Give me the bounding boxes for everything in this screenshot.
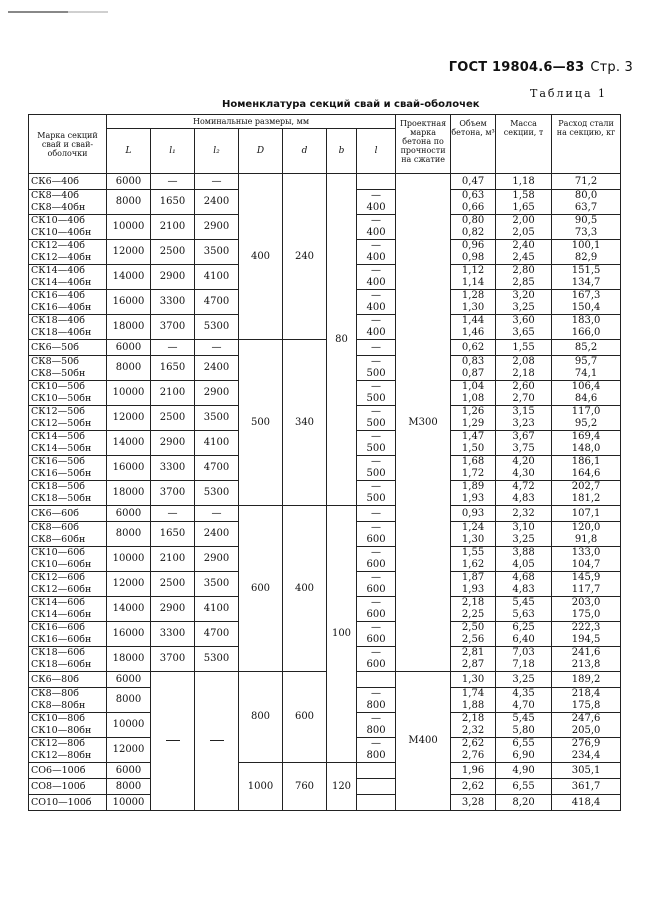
- l2-merged-cell: [195, 672, 239, 811]
- dash-mark: [166, 740, 180, 741]
- L-cell: 8000: [107, 522, 151, 547]
- l-cell: — 500: [357, 356, 396, 381]
- l2-cell: 2900: [195, 381, 239, 406]
- L-cell: 6000: [107, 506, 151, 522]
- l2-cell: —: [195, 506, 239, 522]
- l2-cell: —: [195, 174, 239, 190]
- l2-cell: 5300: [195, 315, 239, 340]
- l1-cell: 2100: [151, 215, 195, 240]
- volume-cell: 1,87 1,93: [451, 572, 496, 597]
- l-cell: — 400: [357, 290, 396, 315]
- scan-artifact: [8, 11, 108, 13]
- L-cell: 16000: [107, 456, 151, 481]
- steel-cell: 90,5 73,3: [552, 215, 621, 240]
- l-cell: — 600: [357, 522, 396, 547]
- l1-cell: 2900: [151, 265, 195, 290]
- table-row: [29, 174, 621, 190]
- l-cell: [357, 795, 396, 811]
- mass-cell: 1,55: [496, 340, 552, 356]
- l2-cell: 2400: [195, 190, 239, 215]
- volume-cell: 2,62 2,76: [451, 738, 496, 763]
- table-row: [29, 506, 621, 522]
- l-cell: [357, 763, 396, 779]
- l1-cell: 2500: [151, 572, 195, 597]
- mark-cell: СК12—40б СК12—40бн: [29, 240, 107, 265]
- steel-cell: 202,7 181,2: [552, 481, 621, 506]
- mark-cell: СК10—80б СК10—80бн: [29, 713, 107, 738]
- col-mass-header: Масса секции, т: [496, 115, 552, 174]
- mass-cell: 2,08 2,18: [496, 356, 552, 381]
- steel-cell: 361,7: [552, 779, 621, 795]
- D-cell: 1000: [239, 763, 283, 811]
- l-cell: — 800: [357, 713, 396, 738]
- mark-cell: СК10—40б СК10—40бн: [29, 215, 107, 240]
- l-cell: [357, 672, 396, 688]
- steel-cell: 120,0 91,8: [552, 522, 621, 547]
- L-cell: 10000: [107, 713, 151, 738]
- mark-cell: СК10—60б СК10—60бн: [29, 547, 107, 572]
- l-cell: — 400: [357, 190, 396, 215]
- mark-cell: СК12—80б СК12—80бн: [29, 738, 107, 763]
- mass-cell: 2,32: [496, 506, 552, 522]
- volume-cell: 1,28 1,30: [451, 290, 496, 315]
- mass-cell: 6,55 6,90: [496, 738, 552, 763]
- mark-cell: СК14—50б СК14—50бн: [29, 431, 107, 456]
- volume-cell: 1,24 1,30: [451, 522, 496, 547]
- mass-cell: 2,00 2,05: [496, 215, 552, 240]
- l2-cell: 4700: [195, 622, 239, 647]
- l1-cell: 2500: [151, 406, 195, 431]
- l-cell: — 600: [357, 622, 396, 647]
- standard-number: ГОСТ 19804.6—83: [448, 60, 585, 75]
- page-header: [449, 60, 633, 75]
- mark-cell: СК8—40б СК8—40бн: [29, 190, 107, 215]
- L-cell: 12000: [107, 738, 151, 763]
- steel-cell: 133,0 104,7: [552, 547, 621, 572]
- mark-cell: СК16—50б СК16—50бн: [29, 456, 107, 481]
- steel-cell: 247,6 205,0: [552, 713, 621, 738]
- l1-cell: 2900: [151, 597, 195, 622]
- volume-cell: 1,68 1,72: [451, 456, 496, 481]
- l-cell: [357, 779, 396, 795]
- l2-cell: 2400: [195, 356, 239, 381]
- l1-cell: 3300: [151, 290, 195, 315]
- steel-cell: 117,0 95,2: [552, 406, 621, 431]
- volume-cell: 0,93: [451, 506, 496, 522]
- L-cell: 12000: [107, 240, 151, 265]
- l2-cell: —: [195, 340, 239, 356]
- mass-cell: 5,45 5,63: [496, 597, 552, 622]
- d-cell: 760: [283, 763, 327, 811]
- table-row: [29, 340, 621, 356]
- l1-cell: —: [151, 506, 195, 522]
- steel-cell: 151,5 134,7: [552, 265, 621, 290]
- L-cell: 14000: [107, 265, 151, 290]
- table-label: Таблица 1: [530, 87, 607, 100]
- l-cell: — 400: [357, 265, 396, 290]
- steel-cell: 145,9 117,7: [552, 572, 621, 597]
- steel-cell: 106,4 84,6: [552, 381, 621, 406]
- L-cell: 12000: [107, 406, 151, 431]
- L-cell: 6000: [107, 174, 151, 190]
- l2-cell: 3500: [195, 240, 239, 265]
- mark-cell: СК18—40б СК18—40бн: [29, 315, 107, 340]
- l1-cell: 3700: [151, 315, 195, 340]
- l-cell: —: [357, 506, 396, 522]
- L-cell: 10000: [107, 215, 151, 240]
- L-cell: 16000: [107, 622, 151, 647]
- l2-cell: 4700: [195, 290, 239, 315]
- mass-cell: 1,18: [496, 174, 552, 190]
- mark-cell: СК14—40б СК14—40бн: [29, 265, 107, 290]
- D-cell: 500: [239, 340, 283, 506]
- mass-cell: 3,15 3,23: [496, 406, 552, 431]
- l2-cell: 3500: [195, 406, 239, 431]
- l1-cell: 3300: [151, 622, 195, 647]
- volume-cell: 1,89 1,93: [451, 481, 496, 506]
- col-steel-header: Расход стали на секцию, кг: [552, 115, 621, 174]
- mark-cell: СК6—80б: [29, 672, 107, 688]
- volume-cell: 0,80 0,82: [451, 215, 496, 240]
- L-cell: 16000: [107, 290, 151, 315]
- volume-cell: 1,47 1,50: [451, 431, 496, 456]
- nomenclature-table: [28, 114, 621, 811]
- l1-cell: —: [151, 340, 195, 356]
- mass-cell: 4,90: [496, 763, 552, 779]
- l1-cell: 3700: [151, 647, 195, 672]
- volume-cell: 2,81 2,87: [451, 647, 496, 672]
- l-cell: —: [357, 340, 396, 356]
- steel-cell: 222,3 194,5: [552, 622, 621, 647]
- steel-cell: 169,4 148,0: [552, 431, 621, 456]
- volume-cell: 1,30: [451, 672, 496, 688]
- col-l1-header: l₁: [151, 129, 195, 174]
- mass-cell: 4,35 4,70: [496, 688, 552, 713]
- mark-cell: СК16—60б СК16—60бн: [29, 622, 107, 647]
- table-title: Номенклатура секций свай и свай-оболочек: [222, 99, 480, 110]
- volume-cell: 0,47: [451, 174, 496, 190]
- D-cell: 800: [239, 672, 283, 763]
- grade-cell: М400: [396, 672, 451, 811]
- volume-cell: 2,18 2,32: [451, 713, 496, 738]
- L-cell: 8000: [107, 190, 151, 215]
- steel-cell: 241,6 213,8: [552, 647, 621, 672]
- col-l-header: l: [357, 129, 396, 174]
- volume-cell: 0,83 0,87: [451, 356, 496, 381]
- mark-cell: СК14—60б СК14—60бн: [29, 597, 107, 622]
- L-cell: 10000: [107, 381, 151, 406]
- mark-cell: СК8—50б СК8—50бн: [29, 356, 107, 381]
- l2-cell: 4100: [195, 431, 239, 456]
- l-cell: — 400: [357, 315, 396, 340]
- mark-cell: СК18—50б СК18—50бн: [29, 481, 107, 506]
- steel-cell: 183,0 166,0: [552, 315, 621, 340]
- l-cell: — 600: [357, 547, 396, 572]
- col-D-header: D: [239, 129, 283, 174]
- D-cell: 600: [239, 506, 283, 672]
- col-b-header: b: [327, 129, 357, 174]
- mass-cell: 1,58 1,65: [496, 190, 552, 215]
- d-cell: 600: [283, 672, 327, 763]
- col-mark-header: Марка секций свай и свай-оболочки: [29, 115, 107, 174]
- l-cell: — 500: [357, 406, 396, 431]
- mass-cell: 3,10 3,25: [496, 522, 552, 547]
- volume-cell: 1,04 1,08: [451, 381, 496, 406]
- volume-cell: 2,18 2,25: [451, 597, 496, 622]
- steel-cell: 186,1 164,6: [552, 456, 621, 481]
- l-cell: [357, 174, 396, 190]
- grade-cell: М300: [396, 174, 451, 672]
- L-cell: 18000: [107, 647, 151, 672]
- col-l2-header: l₂: [195, 129, 239, 174]
- b-cell: 120: [327, 763, 357, 811]
- mark-cell: СК12—50б СК12—50бн: [29, 406, 107, 431]
- mass-cell: 4,20 4,30: [496, 456, 552, 481]
- mark-cell: СК6—40б: [29, 174, 107, 190]
- L-cell: 18000: [107, 315, 151, 340]
- mass-cell: 6,25 6,40: [496, 622, 552, 647]
- volume-cell: 3,28: [451, 795, 496, 811]
- table-body: [29, 174, 621, 811]
- l2-cell: 3500: [195, 572, 239, 597]
- volume-cell: 0,96 0,98: [451, 240, 496, 265]
- page-number: Стр. 3: [590, 60, 633, 75]
- L-cell: 6000: [107, 763, 151, 779]
- L-cell: 14000: [107, 431, 151, 456]
- l-cell: — 600: [357, 597, 396, 622]
- mass-cell: 3,20 3,25: [496, 290, 552, 315]
- l2-cell: 4100: [195, 265, 239, 290]
- b-cell: 80: [327, 174, 357, 506]
- steel-cell: 276,9 234,4: [552, 738, 621, 763]
- dash-mark: [210, 740, 224, 741]
- steel-cell: 418,4: [552, 795, 621, 811]
- table-row: [29, 672, 621, 688]
- mark-cell: СО6—100б: [29, 763, 107, 779]
- volume-cell: 1,44 1,46: [451, 315, 496, 340]
- L-cell: 14000: [107, 597, 151, 622]
- volume-cell: 2,62: [451, 779, 496, 795]
- l-cell: — 400: [357, 240, 396, 265]
- mark-cell: СК10—50б СК10—50бн: [29, 381, 107, 406]
- l-cell: — 600: [357, 572, 396, 597]
- col-L-header: L: [107, 129, 151, 174]
- mark-cell: СК8—80б СК8—80бн: [29, 688, 107, 713]
- mass-cell: 6,55: [496, 779, 552, 795]
- steel-cell: 107,1: [552, 506, 621, 522]
- l1-cell: 1650: [151, 522, 195, 547]
- l1-cell: 2100: [151, 547, 195, 572]
- l1-cell: 1650: [151, 356, 195, 381]
- mark-cell: СК12—60б СК12—60бн: [29, 572, 107, 597]
- volume-cell: 1,26 1,29: [451, 406, 496, 431]
- d-cell: 340: [283, 340, 327, 506]
- d-cell: 400: [283, 506, 327, 672]
- mass-cell: 2,80 2,85: [496, 265, 552, 290]
- steel-cell: 218,4 175,8: [552, 688, 621, 713]
- l-cell: — 500: [357, 381, 396, 406]
- volume-cell: 1,55 1,62: [451, 547, 496, 572]
- mark-cell: СК6—50б: [29, 340, 107, 356]
- l2-cell: 4100: [195, 597, 239, 622]
- l1-cell: 2900: [151, 431, 195, 456]
- l-cell: — 800: [357, 738, 396, 763]
- col-grade-header: Проектная марка бетона по прочности на сжатие: [396, 115, 451, 174]
- mass-cell: 8,20: [496, 795, 552, 811]
- L-cell: 18000: [107, 481, 151, 506]
- l-cell: — 600: [357, 647, 396, 672]
- volume-cell: 2,50 2,56: [451, 622, 496, 647]
- mass-cell: 2,40 2,45: [496, 240, 552, 265]
- volume-cell: 0,63 0,66: [451, 190, 496, 215]
- L-cell: 10000: [107, 795, 151, 811]
- l2-cell: 5300: [195, 647, 239, 672]
- mark-cell: СК6—60б: [29, 506, 107, 522]
- l2-cell: 2400: [195, 522, 239, 547]
- l-cell: — 500: [357, 481, 396, 506]
- mark-cell: СО8—100б: [29, 779, 107, 795]
- mass-cell: 4,68 4,83: [496, 572, 552, 597]
- l2-cell: 2900: [195, 215, 239, 240]
- mark-cell: СК18—60б СК18—60бн: [29, 647, 107, 672]
- mass-cell: 3,67 3,75: [496, 431, 552, 456]
- L-cell: 6000: [107, 672, 151, 688]
- steel-cell: 80,0 63,7: [552, 190, 621, 215]
- d-cell: 240: [283, 174, 327, 340]
- col-d-header: d: [283, 129, 327, 174]
- L-cell: 12000: [107, 572, 151, 597]
- volume-cell: 1,74 1,88: [451, 688, 496, 713]
- l-cell: — 400: [357, 215, 396, 240]
- L-cell: 6000: [107, 340, 151, 356]
- mass-cell: 7,03 7,18: [496, 647, 552, 672]
- col-volume-header: Объем бетона, м³: [451, 115, 496, 174]
- l2-cell: 2900: [195, 547, 239, 572]
- l1-cell: —: [151, 174, 195, 190]
- l1-merged-cell: [151, 672, 195, 811]
- l1-cell: 1650: [151, 190, 195, 215]
- steel-cell: 305,1: [552, 763, 621, 779]
- l1-cell: 3300: [151, 456, 195, 481]
- l-cell: — 500: [357, 431, 396, 456]
- mark-cell: СК16—40б СК16—40бн: [29, 290, 107, 315]
- volume-cell: 1,96: [451, 763, 496, 779]
- steel-cell: 167,3 150,4: [552, 290, 621, 315]
- steel-cell: 203,0 175,0: [552, 597, 621, 622]
- L-cell: 10000: [107, 547, 151, 572]
- volume-cell: 0,62: [451, 340, 496, 356]
- D-cell: 400: [239, 174, 283, 340]
- mass-cell: 4,72 4,83: [496, 481, 552, 506]
- table-row: [29, 763, 621, 779]
- steel-cell: 85,2: [552, 340, 621, 356]
- l-cell: — 800: [357, 688, 396, 713]
- steel-cell: 95,7 74,1: [552, 356, 621, 381]
- steel-cell: 100,1 82,9: [552, 240, 621, 265]
- l-cell: — 500: [357, 456, 396, 481]
- volume-cell: 1,12 1,14: [451, 265, 496, 290]
- mass-cell: 3,25: [496, 672, 552, 688]
- l1-cell: 3700: [151, 481, 195, 506]
- mark-cell: СО10—100б: [29, 795, 107, 811]
- b-cell: 100: [327, 506, 357, 763]
- l1-cell: 2100: [151, 381, 195, 406]
- L-cell: 8000: [107, 779, 151, 795]
- l2-cell: 4700: [195, 456, 239, 481]
- steel-cell: 189,2: [552, 672, 621, 688]
- mass-cell: 2,60 2,70: [496, 381, 552, 406]
- L-cell: 8000: [107, 356, 151, 381]
- mark-cell: СК8—60б СК8—60бн: [29, 522, 107, 547]
- col-nominal-header: Номинальные размеры, мм: [107, 115, 396, 129]
- steel-cell: 71,2: [552, 174, 621, 190]
- l1-cell: 2500: [151, 240, 195, 265]
- L-cell: 8000: [107, 688, 151, 713]
- mass-cell: 3,60 3,65: [496, 315, 552, 340]
- mass-cell: 3,88 4,05: [496, 547, 552, 572]
- l2-cell: 5300: [195, 481, 239, 506]
- mass-cell: 5,45 5,80: [496, 713, 552, 738]
